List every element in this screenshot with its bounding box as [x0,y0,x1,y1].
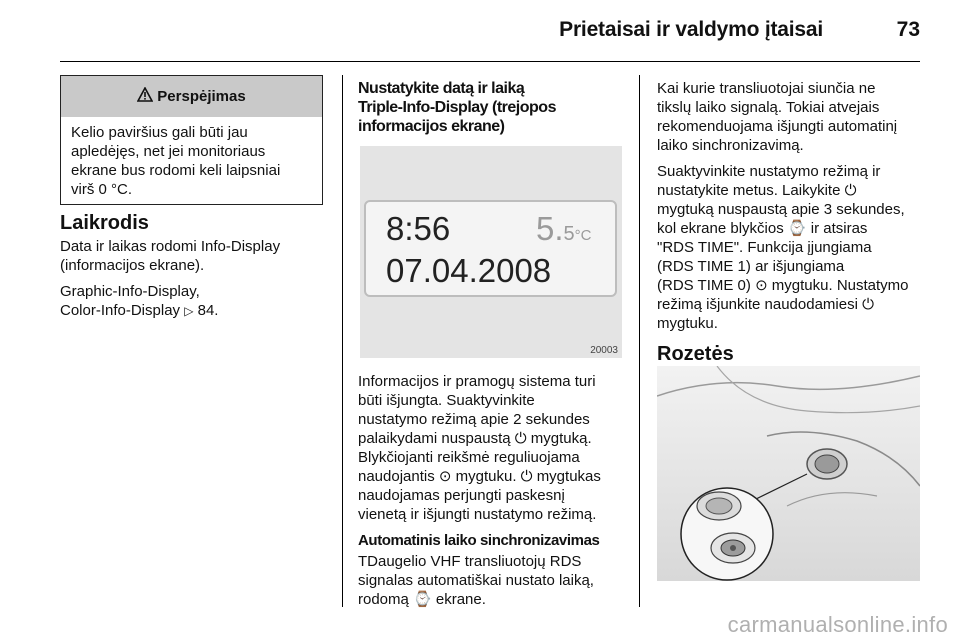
text-line: laiko sinchronizavimą. [657,137,804,154]
warning-triangle-icon [137,87,153,106]
text-line: Suaktyvinkite nustatymo režimą ir [657,163,881,180]
warning-line: Kelio paviršius gali būti jau [71,124,248,141]
auto-sync-paragraph [358,552,633,609]
footer-watermark: carmanualsonline.info [727,612,948,637]
heading-line: informacijos ekrane) [358,118,505,135]
text-line: vienetą ir išjungti nustatymo režimą. [358,506,597,523]
subheading-auto-sync: Automatinis laiko sinchronizavimas [358,532,600,549]
set-date-time-paragraph [358,372,633,524]
text-line: mygtuką nuspaustą apie 3 sekundes, [657,201,905,218]
warning-line: virš 0 °C. [71,181,133,198]
page-number: 73 [896,18,920,41]
text-line: kol ekrane blykčios ⌚ ir atsiras [657,220,868,237]
header-divider [60,61,920,62]
text-line: Informacijos ir pramogų sistema turi [358,373,596,390]
right-column-text [657,79,929,364]
text-line: rekomenduojama išjungti automatinį [657,118,898,135]
triple-info-display-figure [360,146,622,358]
display-date: 07.04.2008 [386,252,552,289]
temperature-integer: 5. [536,210,564,247]
text-line: "RDS TIME". Funkcija įjungiama [657,239,872,256]
section-heading-sockets: Rozetės [657,343,734,365]
socket-drawing [657,366,920,581]
set-date-time-heading-block [358,79,630,136]
display-time: 8:56 [386,210,451,247]
warning-header [61,76,322,117]
warning-line: ekrane bus rodomi keli laipsniai [71,162,281,179]
text-line: naudojamas perjungti paskesnį [358,487,565,504]
text-line: Kai kurie transliuotojai siunčia ne [657,80,876,97]
section-heading-set-date-time [358,79,630,136]
text-line: Blykčiojanti reikšmė reguliuojama [358,449,580,466]
warning-text [61,117,322,199]
display-screen [364,200,617,297]
display-temperature [536,210,592,248]
text-line: nustatykite metus. Laikykite ⏻ [657,182,857,199]
warning-box [60,75,323,205]
text-line: Data ir laikas rodomi Info-Display [60,238,281,255]
text-line: Color-Info-Display [60,302,181,319]
page-header-title: Prietaisai ir valdymo įtaisai [559,18,823,41]
page-reference-icon: ▷ [184,304,194,318]
text-line: TDaugelio VHF transliuotojų RDS [358,553,582,570]
text-line: tikslų laiko signalą. Tokiai atvejais [657,99,880,116]
text-line: mygtuku. [657,315,718,332]
section-heading-clock: Laikrodis [60,212,149,234]
text-line: rodomą ⌚ ekrane. [358,591,486,608]
text-line: būti išjungta. Suaktyvinkite [358,392,535,409]
text-line: signalas automatiškai nustato laiką, [358,572,594,589]
temperature-fraction: 5 [563,223,575,245]
rds-time-paragraph [657,162,929,333]
page-reference-link[interactable]: 84. [197,302,219,319]
heading-line: Nustatykite datą ir laiką [358,80,525,97]
column-divider-1 [342,75,343,607]
clock-section [60,214,335,328]
text-line: (RDS TIME 0) ⊙ mygtuku. Nustatymo [657,277,909,294]
text-line: palaikydami nuspaustą ⏻ mygtuką. [358,430,592,447]
power-socket-illustration [657,366,920,581]
warning-line: apledėjęs, net jei monitoriaus [71,143,266,160]
clock-intro-paragraph [60,237,335,275]
text-line: naudojantis ⊙ mygtuku. ⏻ mygtukas [358,468,601,485]
figure-number: 20003 [590,345,618,356]
clock-reference-paragraph [60,282,335,321]
set-date-time-body [358,372,633,616]
warning-title: Perspėjimas [157,88,246,105]
column-divider-2 [639,75,640,607]
heading-line: Triple-Info-Display (trejopos [358,99,556,116]
text-line: Graphic-Info-Display, [60,283,200,300]
text-line: režimą išjunkite naudodamiesi ⏻ [657,296,874,313]
text-line: (informacijos ekrane). [60,257,205,274]
text-line: nustatymo režimą apie 2 sekundes [358,411,590,428]
temperature-unit: °C [574,227,592,244]
text-line: (RDS TIME 1) ar išjungiama [657,258,845,275]
time-signal-paragraph [657,79,929,155]
